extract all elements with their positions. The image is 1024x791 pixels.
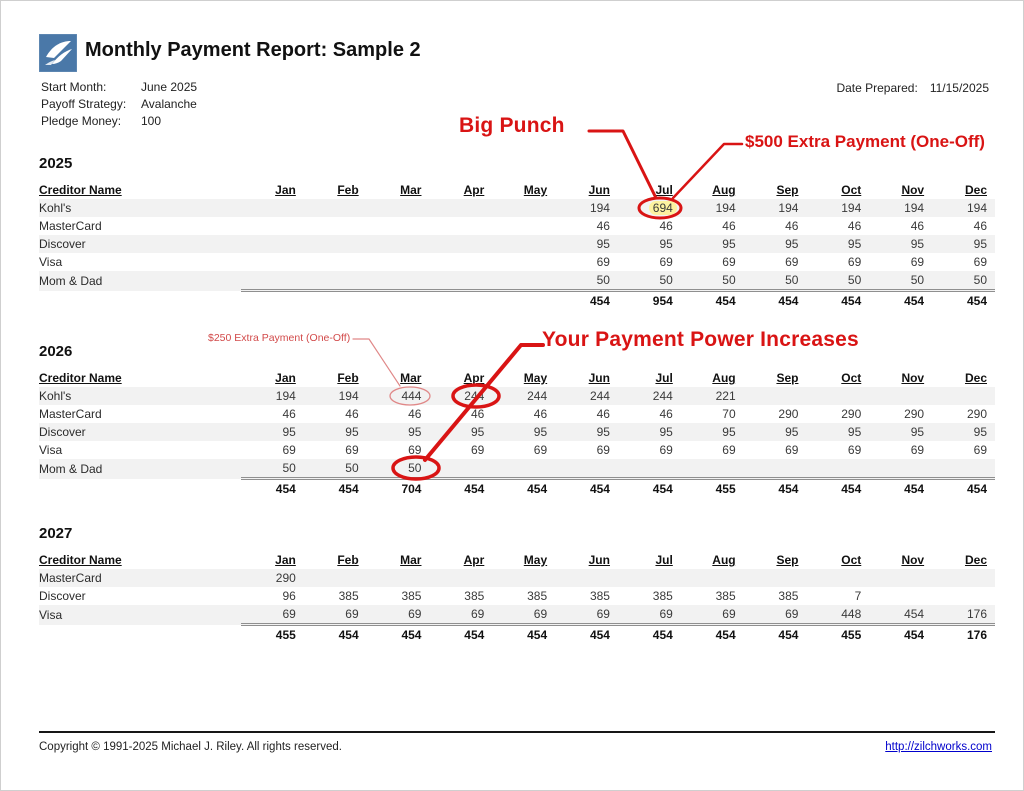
payment-cell: 290 [841,407,862,421]
creditor-row [39,459,995,479]
payment-cell: 46 [596,407,610,421]
payment-cell: 244 [464,389,485,403]
report-meta [41,79,197,130]
payment-power-annotation: Your Payment Power Increases [542,328,859,351]
month-header: Feb [337,183,359,197]
month-header: Jun [588,371,610,385]
creditor-row [39,253,995,271]
zilchworks-logo-icon [39,34,77,72]
creditor-name: Visa [39,255,63,269]
creditor-name: MasterCard [39,571,102,585]
payment-cell: 95 [282,425,296,439]
payment-cell [492,199,555,217]
payment-cell [932,459,995,479]
month-header: Jan [275,371,296,385]
creditor-name: MasterCard [39,219,102,233]
payment-cell [429,569,492,587]
creditor-name: Kohl's [39,201,72,215]
month-header: Jul [655,553,673,567]
payment-cell [806,459,869,479]
payment-cell: 46 [910,219,925,233]
month-header: Nov [901,553,925,567]
payment-cell: 46 [596,219,610,233]
totals-row-spacer [39,291,241,312]
payment-cell: 69 [282,443,296,457]
total-cell: 454 [618,479,681,500]
payment-cell: 69 [596,255,610,269]
creditor-row [39,605,995,625]
payment-cell: 69 [659,443,673,457]
payment-cell [492,217,555,235]
payment-cell: 385 [464,589,485,603]
payment-cell: 69 [596,607,610,621]
payment-cell: 69 [847,255,862,269]
payment-cell: 69 [722,255,736,269]
creditor-row [39,423,995,441]
month-header: Sep [776,553,799,567]
payment-table-2027 [39,525,995,645]
month-header: Aug [712,371,736,385]
payment-grid [39,370,995,499]
month-header: Jan [275,183,296,197]
payment-cell [241,253,304,271]
payment-cell: 70 [722,407,736,421]
payment-cell: 454 [904,607,925,621]
year-label-2026: 2026 [39,343,73,360]
total-cell: 455 [241,625,304,646]
month-header: Apr [463,371,485,385]
month-header: Dec [964,371,987,385]
payment-cell: 385 [715,589,736,603]
payment-cell [555,459,618,479]
month-header: Sep [776,371,799,385]
payment-cell [492,569,555,587]
totals-row [39,625,995,646]
total-cell [429,291,492,312]
month-header: Nov [901,183,925,197]
payment-cell [367,271,430,291]
total-cell: 454 [869,291,932,312]
payment-cell [429,235,492,253]
pledge-money-label: Pledge Money: [41,114,122,128]
payment-cell: 244 [527,389,548,403]
month-header: May [523,553,548,567]
year-label-2027: 2027 [39,525,73,542]
payment-cell [304,217,367,235]
payment-table-2025 [39,155,995,311]
payment-cell [304,253,367,271]
total-cell: 454 [555,291,618,312]
payment-cell: 95 [470,425,485,439]
total-cell: 454 [932,479,995,500]
month-header: Apr [463,553,485,567]
month-header: Apr [463,183,485,197]
creditor-name: MasterCard [39,407,102,421]
start-month-label: Start Month: [41,80,107,94]
month-header: Oct [841,371,862,385]
total-cell [304,291,367,312]
payment-cell [429,271,492,291]
payment-cell [367,253,430,271]
payment-cell: 194 [589,201,610,215]
creditor-header: Creditor Name [39,371,122,385]
payment-cell: 95 [973,237,987,251]
payment-cell: 95 [345,425,359,439]
payment-cell: 50 [910,273,925,287]
month-header: May [523,183,548,197]
creditor-header: Creditor Name [39,553,122,567]
copyright-text: Copyright © 1991-2025 Michael J. Riley. All rights reserved. [39,741,342,753]
payment-cell [492,253,555,271]
payment-cell: 46 [282,407,296,421]
pledge-money-value: 100 [141,114,162,128]
total-cell: 954 [618,291,681,312]
payment-cell [869,459,932,479]
creditor-row [39,587,995,605]
month-header: Jul [655,183,673,197]
month-header: Mar [400,183,422,197]
payment-cell: 95 [596,425,610,439]
payment-cell: 69 [470,607,485,621]
payment-cell [806,569,869,587]
total-cell [492,291,555,312]
payment-grid [39,182,995,311]
payment-cell: 69 [910,443,925,457]
payment-cell [367,217,430,235]
payoff-strategy-label: Payoff Strategy: [41,97,127,111]
totals-row-spacer [39,479,241,500]
payment-cell: 46 [659,219,673,233]
creditor-row [39,217,995,235]
payment-cell [618,569,681,587]
total-cell: 454 [304,479,367,500]
extra-250-annotation: $250 Extra Payment (One-Off) [208,332,351,344]
month-header: Oct [841,553,862,567]
payment-grid [39,552,995,645]
payment-cell [492,459,555,479]
payment-cell: 95 [722,425,736,439]
payment-table-2026 [39,343,995,499]
zilchworks-link[interactable]: http://zilchworks.com [885,741,992,753]
start-month-value: June 2025 [141,80,198,94]
payment-cell [744,387,807,405]
payment-cell [681,569,744,587]
payment-cell: 194 [966,201,987,215]
payment-cell: 46 [785,219,799,233]
payment-cell: 50 [659,273,673,287]
payment-cell: 50 [973,273,987,287]
payment-cell: 385 [338,589,359,603]
total-cell: 454 [429,479,492,500]
payment-cell: 194 [275,389,296,403]
payment-cell: 290 [778,407,799,421]
payment-cell: 69 [659,255,673,269]
payment-cell [932,387,995,405]
payment-cell: 50 [282,461,296,475]
payment-cell: 50 [722,273,736,287]
month-header: Feb [337,553,359,567]
creditor-row [39,235,995,253]
payment-cell [367,235,430,253]
big-punch-annotation: Big Punch [459,114,565,137]
payment-cell: 95 [910,237,925,251]
creditor-row [39,271,995,291]
payment-cell: 95 [659,425,673,439]
payment-cell: 385 [778,589,799,603]
payment-cell: 50 [785,273,799,287]
payment-cell: 69 [785,443,799,457]
payment-cell: 444 [401,389,422,403]
month-header: May [523,371,548,385]
payment-cell: 50 [596,273,610,287]
date-prepared-label: Date Prepared: [836,81,918,95]
total-cell: 454 [681,291,744,312]
payment-cell: 95 [408,425,422,439]
month-header: Mar [400,553,422,567]
creditor-header: Creditor Name [39,183,122,197]
payment-cell: 69 [722,607,736,621]
payment-cell: 95 [722,237,736,251]
payment-cell [555,569,618,587]
total-cell: 454 [367,625,430,646]
footer-divider [39,731,995,733]
payment-cell: 69 [973,443,987,457]
month-header: Jan [275,553,296,567]
month-header: Jun [588,183,610,197]
payment-cell [367,199,430,217]
payment-cell: 46 [847,219,862,233]
payment-cell: 46 [408,407,422,421]
total-cell [241,291,304,312]
payment-cell: 176 [966,607,987,621]
payment-cell: 95 [785,237,799,251]
totals-row [39,291,995,312]
payment-cell: 244 [589,389,610,403]
payment-cell: 95 [910,425,925,439]
payment-cell: 69 [282,607,296,621]
creditor-name: Mom & Dad [39,273,103,288]
payment-cell: 69 [533,443,548,457]
payment-cell: 50 [408,461,422,475]
month-header: Mar [400,371,422,385]
total-cell: 454 [618,625,681,646]
payment-cell [869,387,932,405]
total-cell: 454 [744,291,807,312]
total-cell: 455 [681,479,744,500]
total-cell: 176 [932,625,995,646]
payment-cell [304,235,367,253]
payment-cell: 46 [659,407,673,421]
payment-cell: 69 [345,443,359,457]
date-prepared-value: 11/15/2025 [929,81,989,95]
total-cell: 454 [744,625,807,646]
creditor-name: Discover [39,237,86,251]
payment-cell: 69 [722,443,736,457]
creditor-row [39,569,995,587]
payment-cell: 69 [408,443,422,457]
payment-cell: 194 [778,201,799,215]
payment-cell: 69 [345,607,359,621]
total-cell [367,291,430,312]
payment-cell: 69 [596,443,610,457]
payment-cell: 385 [401,589,422,603]
creditor-name: Discover [39,425,86,439]
payment-cell [241,217,304,235]
creditor-row [39,405,995,423]
payment-cell: 95 [847,425,862,439]
month-header: Feb [337,371,359,385]
month-header: Aug [712,183,736,197]
total-cell: 704 [367,479,430,500]
creditor-name: Discover [39,589,86,603]
payment-cell: 46 [470,407,485,421]
payment-cell [241,235,304,253]
payment-cell [744,569,807,587]
payment-cell: 194 [904,201,925,215]
payment-cell [429,253,492,271]
payoff-strategy-value: Avalanche [141,97,197,111]
payment-cell: 46 [722,219,736,233]
payment-cell: 96 [282,589,296,603]
month-header: Dec [964,183,987,197]
payment-cell [367,569,430,587]
month-header: Jul [655,371,673,385]
creditor-name: Visa [39,607,63,622]
payment-cell: 69 [408,607,422,621]
payment-cell [806,387,869,405]
payment-cell: 69 [910,255,925,269]
total-cell: 454 [869,479,932,500]
payment-cell [304,569,367,587]
payment-cell [932,587,995,605]
year-label-2025: 2025 [39,155,73,172]
creditor-row [39,387,995,405]
payment-cell [744,459,807,479]
total-cell: 454 [492,625,555,646]
page-title: Monthly Payment Report: Sample 2 [85,39,421,61]
month-header: Oct [841,183,862,197]
payment-cell [492,271,555,291]
total-cell: 454 [869,625,932,646]
payment-cell [241,271,304,291]
date-prepared [836,81,989,95]
payment-cell: 95 [847,237,862,251]
payment-cell: 50 [345,461,359,475]
payment-cell: 69 [470,443,485,457]
payment-cell [681,459,744,479]
payment-cell: 46 [345,407,359,421]
payment-cell: 7 [854,589,862,603]
totals-row-spacer [39,625,241,646]
payment-cell: 46 [533,407,548,421]
month-header: Nov [901,371,925,385]
payment-cell: 95 [659,237,673,251]
payment-cell: 290 [275,571,296,585]
payment-cell: 50 [847,273,862,287]
payment-cell: 95 [533,425,548,439]
creditor-name: Visa [39,443,63,457]
payment-cell: 69 [785,255,799,269]
payment-cell: 448 [841,607,862,621]
total-cell: 454 [241,479,304,500]
payment-cell: 194 [715,201,736,215]
payment-cell [304,271,367,291]
payment-cell: 95 [596,237,610,251]
payment-cell: 95 [785,425,799,439]
month-header: Jun [588,553,610,567]
total-cell: 454 [806,291,869,312]
total-cell: 454 [932,291,995,312]
total-cell: 454 [806,479,869,500]
payment-cell [869,569,932,587]
payment-cell: 95 [973,425,987,439]
payment-cell: 69 [659,607,673,621]
totals-row [39,479,995,500]
payment-cell [932,569,995,587]
total-cell: 454 [744,479,807,500]
payment-cell [429,199,492,217]
total-cell: 454 [555,625,618,646]
creditor-name: Mom & Dad [39,461,103,476]
payment-cell [429,217,492,235]
month-header: Sep [776,183,799,197]
payment-cell: 69 [785,607,799,621]
highlighted-payment: 694 [649,201,677,215]
creditor-row [39,441,995,459]
payment-cell: 221 [715,389,736,403]
payment-cell: 194 [841,201,862,215]
total-cell: 455 [806,625,869,646]
payment-cell [869,587,932,605]
payment-cell [304,199,367,217]
payment-cell: 385 [527,589,548,603]
creditor-row [39,199,995,217]
total-cell: 454 [304,625,367,646]
payment-cell: 290 [966,407,987,421]
total-cell: 454 [429,625,492,646]
payment-cell: 69 [533,607,548,621]
payment-cell: 69 [973,255,987,269]
creditor-name: Kohl's [39,389,72,403]
month-header: Aug [712,553,736,567]
payment-cell [618,459,681,479]
payment-cell: 194 [338,389,359,403]
month-header: Dec [964,553,987,567]
total-cell: 454 [492,479,555,500]
payment-cell: 290 [904,407,925,421]
payment-cell: 69 [847,443,862,457]
extra-500-annotation: $500 Extra Payment (One-Off) [745,132,985,151]
payment-cell [492,235,555,253]
payment-cell [618,199,681,217]
payment-cell [429,459,492,479]
payment-cell [241,199,304,217]
payment-cell: 385 [589,589,610,603]
payment-cell: 244 [652,389,673,403]
total-cell: 454 [681,625,744,646]
total-cell: 454 [555,479,618,500]
payment-cell: 46 [973,219,987,233]
payment-cell: 385 [652,589,673,603]
